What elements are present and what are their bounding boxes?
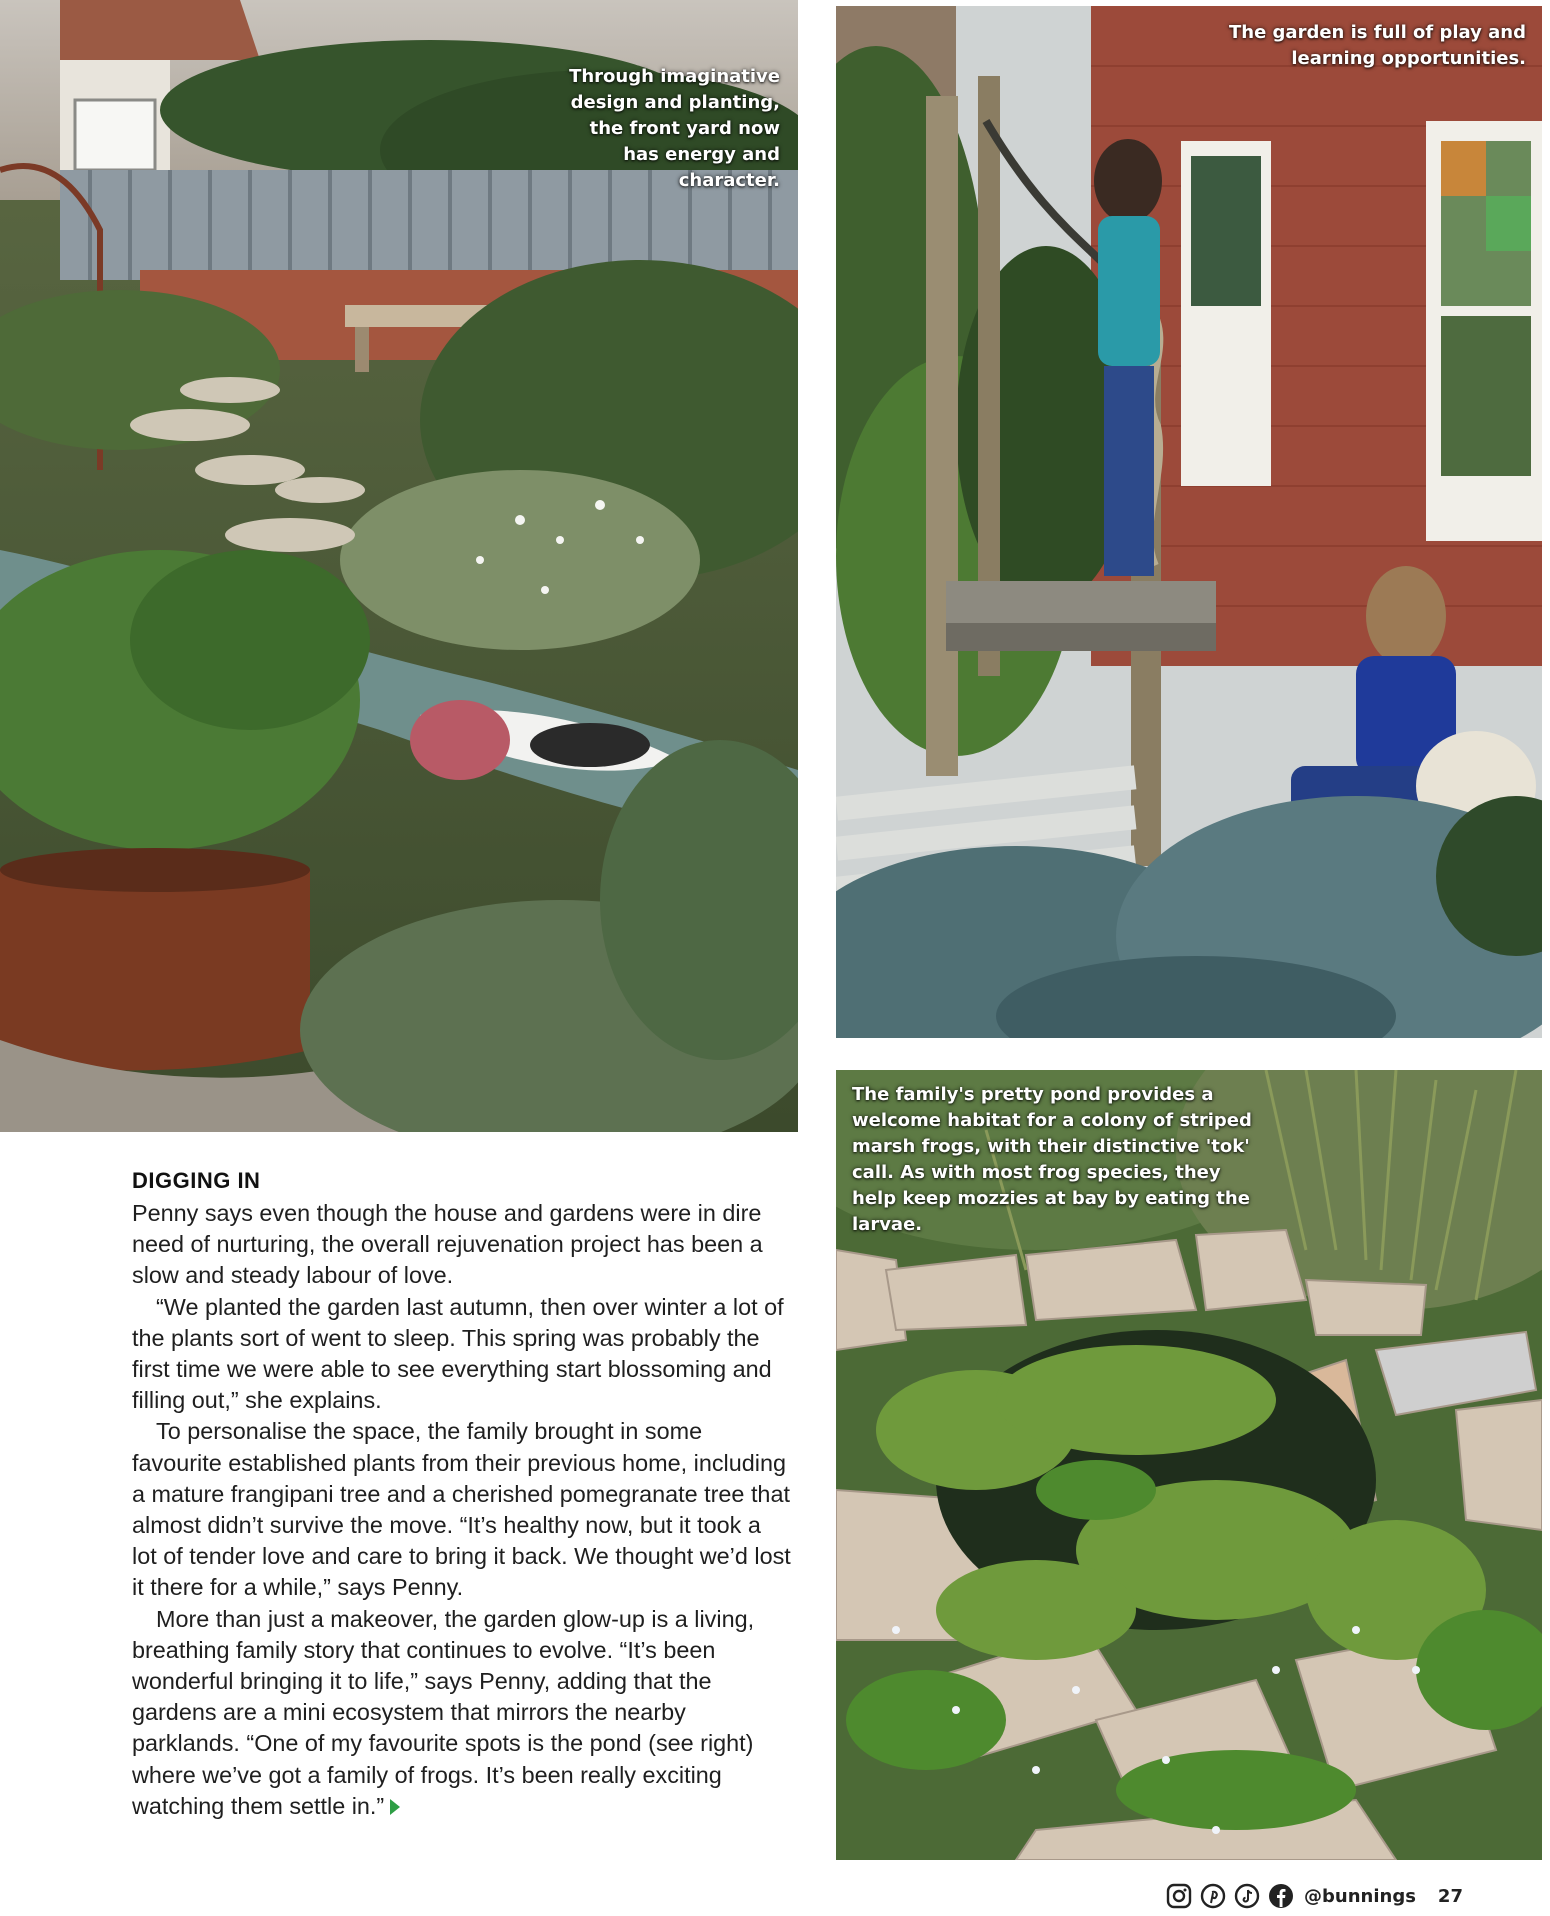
facebook-icon[interactable] [1268, 1883, 1294, 1909]
article-paragraph: “We planted the garden last autumn, then over winter a lot of the plants sort of went to sleep. This spring was probably the first time we were able to see everything start blossoming and filling out,” she explains. [132, 1293, 784, 1414]
pinterest-icon[interactable] [1200, 1883, 1226, 1909]
social-handle: @bunnings [1304, 1885, 1416, 1907]
pond-caption: The family's pretty pond provides a welcome habitat for a colony of striped marsh frogs, with their distinctive 'tok' call. As with most frog species, they help keep mozzies at bay by eating the larvae. [852, 1084, 1252, 1235]
article-paragraph-text: More than just a makeover, the garden glow-up is a living, breathing family story that continues to evolve. “It’s been wonderful bringing it to life,” says Penny, adding that the gardens are a mini ecosystem that mirrors the nearby parklands. “One of my favourite spots is the pond (see right) where we’ve got a family of frogs. It’s been really exciting watching them settle in.” [132, 1605, 755, 1819]
play-area-caption: The garden is full of play and learning opportunities. [1228, 22, 1526, 69]
page-footer [1166, 1880, 1463, 1912]
article-heading: DIGGING IN [132, 1168, 261, 1193]
front-yard-caption: Through imaginative design and planting, the front yard now has energy and character. [569, 66, 780, 191]
social-icons [1166, 1883, 1294, 1909]
end-of-article-marker [390, 1799, 400, 1815]
article-paragraph: To personalise the space, the family brought in some favourite established plants from their previous home, including a mature frangipani tree and a cherished pomegranate tree that almost didn’t survive the move. “It’s healthy now, but it took a lot of tender love and care to bring it back. We thought we’d lost it there for a while,” says Penny. [132, 1418, 791, 1601]
article-paragraph [132, 1604, 792, 1822]
tiktok-icon[interactable] [1234, 1883, 1260, 1909]
instagram-icon[interactable] [1166, 1883, 1192, 1909]
play-area-photo [836, 6, 1542, 1038]
page-number: 27 [1437, 1885, 1463, 1907]
article [132, 1168, 792, 1822]
article-paragraph: Penny says even though the house and gardens were in dire need of nurturing, the overall rejuvenation project has been a slow and steady labour of love. [132, 1200, 763, 1289]
